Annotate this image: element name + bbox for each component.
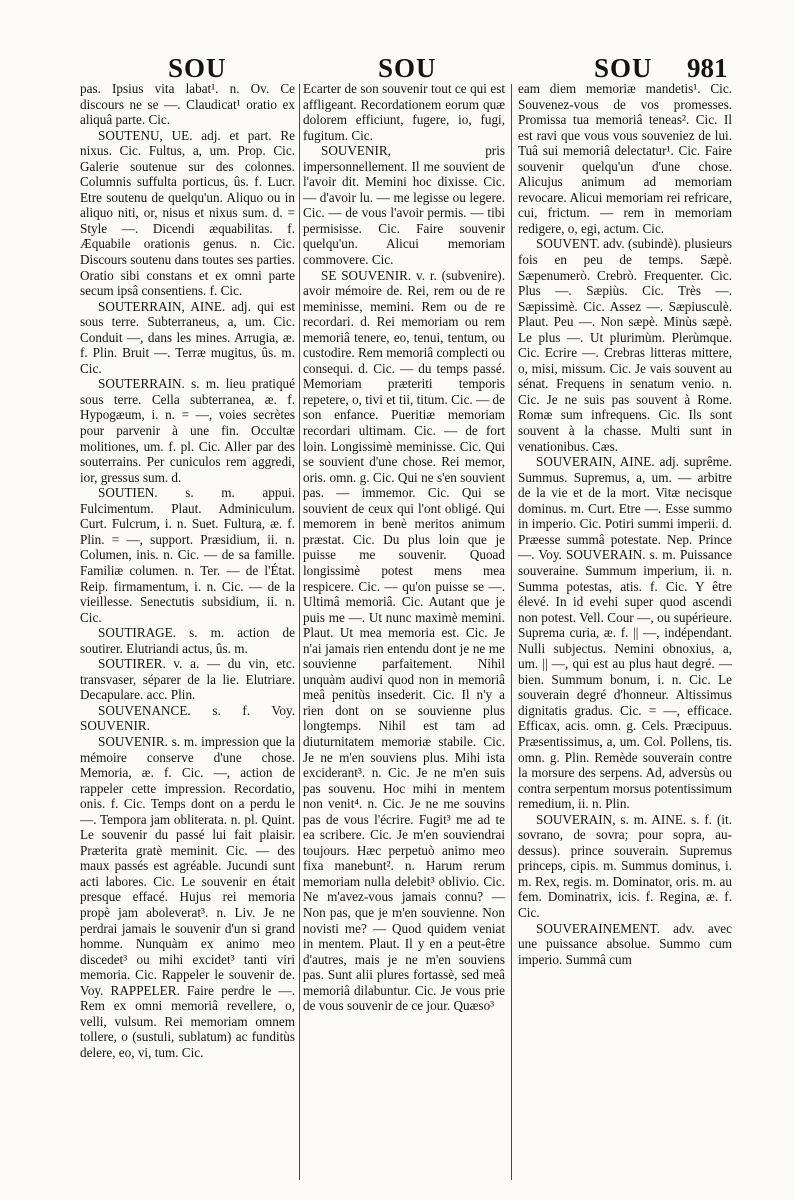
- right-guide-word: SOU: [594, 53, 653, 83]
- entry-paragraph: SOUVENT. adv. (subindè). plusieurs fois en peu de temps. Sæpè. Sæpenumerò. Crebrò. Frequenter. Cic. Plus —. Sæpiùs. Cic. Très —. Sæpissimè. Cic. Assez —. Sæpiusculè. Plaut. Peu —. Non sæpè. Minùs sæpè. Le plus —. Ut plurimùm. Plerùmque. Cic. Ecrire —. Crebras litteras mittere, o, misi, missum. Cic. Je vais souvent au sénat. Frequens in senatum venio. n. Cic. Je ne suis pas souvent à Rome. Romæ sum infrequens. Cic. Ils sont souvent à la chasse. Multi sunt in venationibus. Cæs.: [518, 236, 732, 454]
- entry-paragraph: SOUVENIR, pris impersonnellement. Il me souvient de l'avoir dit. Memini hoc dixisse. Cic. — d'avoir lu. — me legisse ou legere. Cic. — de vous l'avoir permis. — tibi permisisse. Cic. Faire souvenir quelqu'un. Alicui memoriam commovere. Cic.: [303, 143, 505, 268]
- entry-paragraph: SOUTIRER. v. a. — du vin, etc. transvaser, séparer de la lie. Elutriare. Decapulare. acc. Plin.: [80, 656, 295, 703]
- entry-paragraph: SOUVENIR. s. m. impression que la mémoire conserve d'une chose. Memoria, æ. f. Cic. —, action de rappeler cette impression. Recordatio, onis. f. Cic. Temps dont on a perdu le —. Tempora jam obliterata. n. pl. Quint. Le souvenir du passé lui fait plaisir. Præterita gratè meminit. Cic. — des maux passés est agréable. Jucundi sunt acti labores. Cic. Le souvenir en était presque effacé. Hujus rei memoria propè jam aboleverat³. n. Liv. Je ne perdrai jamais le souvenir d'un si grand homme. Nunquàm ex animo meo discedet³ ou mihi excidet³ tanti viri memoria. Cic. Rappeler le souvenir de. Voy. RAPPELER. Faire perdre le —. Rem ex omni memoriâ revellere, o, velli, vulsum. Rei memoriam omnem tollere, o (sustuli, sublatum) ac funditùs delere, eo, vi, tum. Cic.: [80, 733, 295, 1060]
- entry-paragraph: SE SOUVENIR. v. r. (subvenire). avoir mémoire de. Rei, rem ou de re meminisse, memini. Rem ou de re recordari. d. Rei memoriam ou rem memoriâ tenere, eo, tenui, tentum, ou custodire. Rem memoriâ complecti ou consequi. d. Cic. — du temps passé. Memoriam præteriti temporis repetere, o, tivi et tii, titum. Cic. — de son enfance. Pueritiæ memoriam recordari ultimam. Cic. — de fort loin. Longissimè meminisse. Cic. Qui se souvient d'une chose. Rei memor, oris. omn. g. Cic. Qui ne s'en souvient pas. — immemor. Cic. Qui se souvient de ceux qui l'ont obligé. Qui memorem in benè meritos animum præstat. Cic. Du plus loin que je puisse me souvenir. Quoad longissimè potest mens mea respicere. Cic. — qu'on puisse se —. Ultimâ memoriâ. Cic. Autant que je puis me —. Ut nunc maximè memini. Plaut. Ut mea memoria est. Cic. Je n'ai jamais rien entendu dont je ne me souvienne parfaitement. Nihil unquàm audivi quod non in memoriâ meâ penitùs insederit. Cic. Il n'y a rien dont on se souvienne plus longtemps. Nihil est tam ad diuturnitatem memoriæ stabile. Cic. Je ne m'en souviens plus. Mihi ista exciderant³. n. Cic. Je ne m'en suis pas souvenu. Hoc mihi in mentem non venit⁴. n. Cic. Je ne me souvins pas de vous l'écrire. Fugit³ me ad te ea scribere. Cic. Je m'en souviendrai toujours. Hæc perpetuò animo meo fixa manebunt². n. Harum rerum memoriam nulla delebit³ oblivio. Cic. Ne m'avez-vous jamais connu? — Non pas, que je m'en souvienne. Non novisti me? — Quod quidem veniat in mentem. Plaut. Il y en a peut-être d'autres, mais je ne m'en souviens pas. Sunt alii plures fortassè, sed meâ memoriâ dilabuntur. Cic. Je vous prie de vous souvenir de ce jour. Quæso³: [303, 267, 505, 1014]
- column-right: [518, 81, 732, 1181]
- column-divider: [511, 84, 512, 1180]
- entry-paragraph: SOUTIRAGE. s. m. action de soutirer. Elutriandi actus, ûs. m.: [80, 625, 295, 656]
- entry-paragraph: SOUVERAINEMENT. adv. avec une puissance absolue. Summo cum imperio. Summâ cum: [518, 920, 732, 967]
- page-number: 981: [687, 53, 728, 83]
- entry-paragraph: SOUTERRAIN. s. m. lieu pratiqué sous terre. Cella subterranea, æ. f. Hypogæum, i. n. = —, voies secrètes pour parvenir à une fin. Occultæ molitiones, um. f. pl. Cic. Aller par des souterrains. Per cuniculos rem aggredi, ior, gressus sum. d.: [80, 376, 295, 485]
- entry-paragraph: SOUTENU, UE. adj. et part. Re nixus. Cic. Fultus, a, um. Prop. Cic. Galerie soutenue sur des colonnes. Columnis suffulta porticus, ûs. f. Lucr. Etre soutenu de quelqu'un. Aliquo ou in aliquo niti, or, nisus et nixus sum. d. = Style —. Dicendi æquabilitas. f. Æquabile orationis genus. n. Cic. Discours soutenu dans toutes ses parties. Oratio sibi constans et ex omni parte secum ipsâ consentiens. f. Cic.: [80, 127, 295, 299]
- column-divider: [299, 84, 300, 1180]
- entry-paragraph: SOUTIEN. s. m. appui. Fulcimentum. Plaut. Adminiculum. Curt. Fulcrum, i. n. Suet. Fultura, æ. f. Plin. = —, support. Præsidium, ii. n. Columen, inis. n. Cic. — de sa famille. Familiæ columen. n. Ter. — de l'État. Reip. firmamentum, i. n. Cic. — de la vieillesse. Senectutis subsidium, ii. n. Cic.: [80, 485, 295, 625]
- entry-paragraph: SOUTERRAIN, AINE. adj. qui est sous terre. Subterraneus, a, um. Cic. Conduit —, dans les mines. Arrugia, æ. f. Plin. Bruit —. Terræ mugitus, ûs. m. Cic.: [80, 298, 295, 376]
- column-middle: [303, 81, 505, 1181]
- entry-paragraph: SOUVERAIN, s. m. AINE. s. f. (it. sovrano, de sovra; pour sopra, au-dessus). prince souverain. Supremus princeps, cipis. m. Summus dominus, i. m. Rex, regis. m. Dominator, oris. m. au fem. Dominatrix, icis. f. Regina, æ. f. Cic.: [518, 811, 732, 920]
- left-guide-word: SOU: [168, 53, 227, 83]
- column-left: [80, 81, 295, 1181]
- entry-paragraph: SOUVERAIN, AINE. adj. suprême. Summus. Supremus, a, um. — arbitre de la vie et de la mort. Vitæ necisque dominus. m. Curt. Etre —. Esse summo in imperio. Cic. Potiri summi imperii. d. Præesse summâ potestate. Nep. Prince —. Voy. SOUVERAIN. s. m. Puissance souveraine. Summum imperium, ii. n. Summa potestas, atis. f. Cic. Y être élevé. In id evehi super quod ascendi non potest. Vell. Cour —, ou supérieure. Suprema curia, æ. f. || —, indépendant. Nulli subjectus. Nemini obnoxius, a, um. || —, qui est au plus haut degré. — bien. Summum bonum, i. n. Cic. Le souverain degré d'honneur. Altissimus dignitatis gradus. Cic. = —, efficace. Efficax, acis. omn. g. Cels. Præcipuus. Præsentissimus, a, um. Col. Pollens, tis. omn. g. Plin. Remède souverain contre la morsure des serpens. Ad, adversùs ou contra serpentum morsus potentissimum remedium, ii. n. Plin.: [518, 454, 732, 812]
- entry-paragraph: pas. Ipsius vita labat¹. n. Ov. Ce discours ne se —. Claudicat¹ oratio ex aliquâ parte. Cic.: [80, 81, 295, 128]
- middle-guide-word: SOU: [378, 53, 437, 83]
- entry-paragraph: SOUVENANCE. s. f. Voy. SOUVENIR.: [80, 702, 295, 734]
- entry-paragraph: eam diem memoriæ mandetis¹. Cic. Souvenez-vous de vos promesses. Promissa tua memoriâ teneas². Cic. Il est ravi que vous vous souveniez de lui. Tuâ sui memoriâ delectatur¹. Cic. Faire souvenir quelqu'un d'une chose. Alicujus animum ad memoriam revocare. Alicui memoriam rei refricare, cui, frictum. — rem in memoriam redigere, o, egi, actum. Cic.: [518, 81, 732, 236]
- entry-paragraph: Ecarter de son souvenir tout ce qui est affligeant. Recordationem eorum quæ dolorem efficiunt, fugere, io, fugi, fugitum. Cic.: [303, 81, 505, 143]
